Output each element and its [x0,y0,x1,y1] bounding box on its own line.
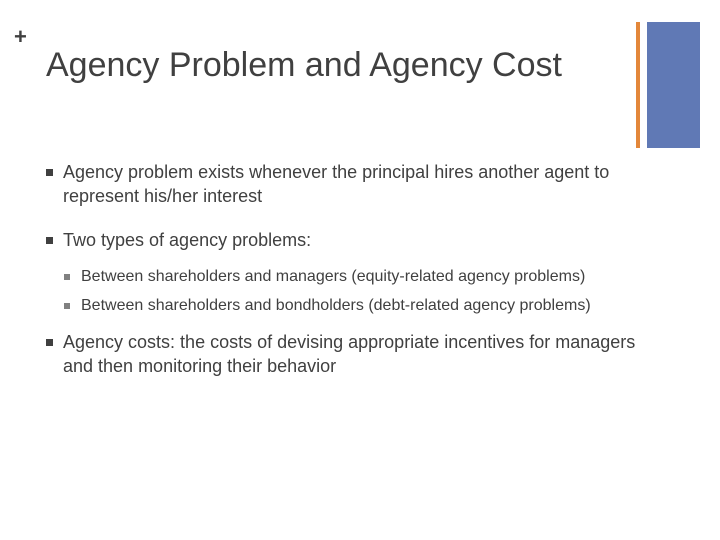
square-bullet-icon [64,274,70,280]
bullet-text: Two types of agency problems: [63,230,312,250]
square-bullet-icon [46,339,53,346]
bullet-item [46,330,636,378]
accent-block-blue [647,22,700,148]
sub-bullet-item [64,266,636,287]
bullet-item [46,228,636,252]
bullet-text: Agency problem exists whenever the principal hires another agent to represent his/her interest [63,162,610,206]
square-bullet-icon [46,237,53,244]
slide-body [46,160,636,398]
sub-bullet-text: Between shareholders and bondholders (debt-related agency problems) [81,297,591,314]
sub-bullet-text: Between shareholders and managers (equity-related agency problems) [81,268,586,285]
square-bullet-icon [64,303,70,309]
accent-bar-orange [636,22,640,148]
bullet-text: Agency costs: the costs of devising appropriate incentives for managers and then monitoring their behavior [63,332,636,376]
sub-bullet-item [64,295,636,316]
slide-title: Agency Problem and Agency Cost [46,46,562,84]
plus-icon: + [14,24,27,49]
sub-bullet-list [46,266,636,316]
square-bullet-icon [46,169,53,176]
bullet-item [46,160,636,208]
